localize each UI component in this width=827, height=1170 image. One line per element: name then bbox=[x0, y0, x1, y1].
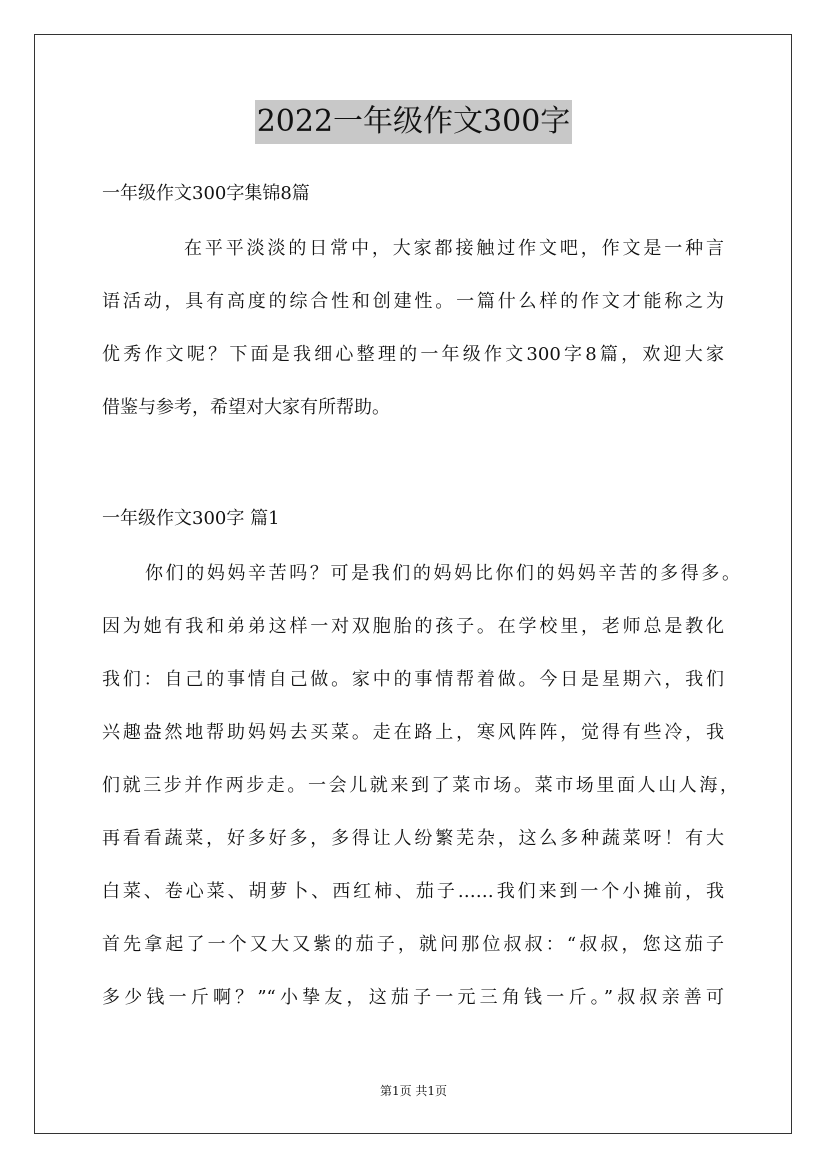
intro-line-1: 在平平淡淡的日常中，大家都接触过作文吧，作文是一种言 bbox=[184, 238, 724, 259]
intro-line-3: 优秀作文呢？下面是我细心整理的一年级作文300字8篇，欢迎大家 bbox=[102, 344, 724, 365]
subtitle: 一年级作文300字集锦8篇 bbox=[102, 183, 310, 204]
body-line-9: 多少钱一斤啊？”“小挚友，这茄子一元三角钱一斤。”叔叔亲善可 bbox=[102, 987, 724, 1008]
document-title bbox=[0, 100, 827, 144]
body-line-8: 首先拿起了一个又大又紫的茄子，就问那位叔叔：“叔叔，您这茄子 bbox=[102, 934, 724, 955]
body-line-5: 们就三步并作两步走。一会儿就来到了菜市场。菜市场里面人山人海， bbox=[102, 775, 738, 796]
intro-line-4: 借鉴与参考，希望对大家有所帮助。 bbox=[102, 397, 390, 418]
body-line-1: 你们的妈妈辛苦吗？可是我们的妈妈比你们的妈妈辛苦的多得多。 bbox=[145, 563, 740, 584]
body-line-6: 再看看蔬菜，好多好多，多得让人纷繁芜杂，这么多种蔬菜呀！有大 bbox=[102, 828, 724, 849]
body-line-7: 白菜、卷心菜、胡萝卜、西红柿、茄子……我们来到一个小摊前，我 bbox=[102, 881, 724, 902]
intro-line-2: 语活动，具有高度的综合性和创建性。一篇什么样的作文才能称之为 bbox=[102, 291, 724, 312]
section-heading: 一年级作文300字 篇1 bbox=[102, 508, 280, 529]
body-line-3: 我们：自己的事情自己做。家中的事情帮着做。今日是星期六，我们 bbox=[102, 669, 724, 690]
body-line-2: 因为她有我和弟弟这样一对双胞胎的孩子。在学校里，老师总是教化 bbox=[102, 616, 724, 637]
body-line-4: 兴趣盎然地帮助妈妈去买菜。走在路上，寒风阵阵，觉得有些冷，我 bbox=[102, 722, 724, 743]
title-text: 2022一年级作文300字 bbox=[255, 100, 573, 144]
page-footer: 第1页 共1页 bbox=[379, 1084, 448, 1098]
